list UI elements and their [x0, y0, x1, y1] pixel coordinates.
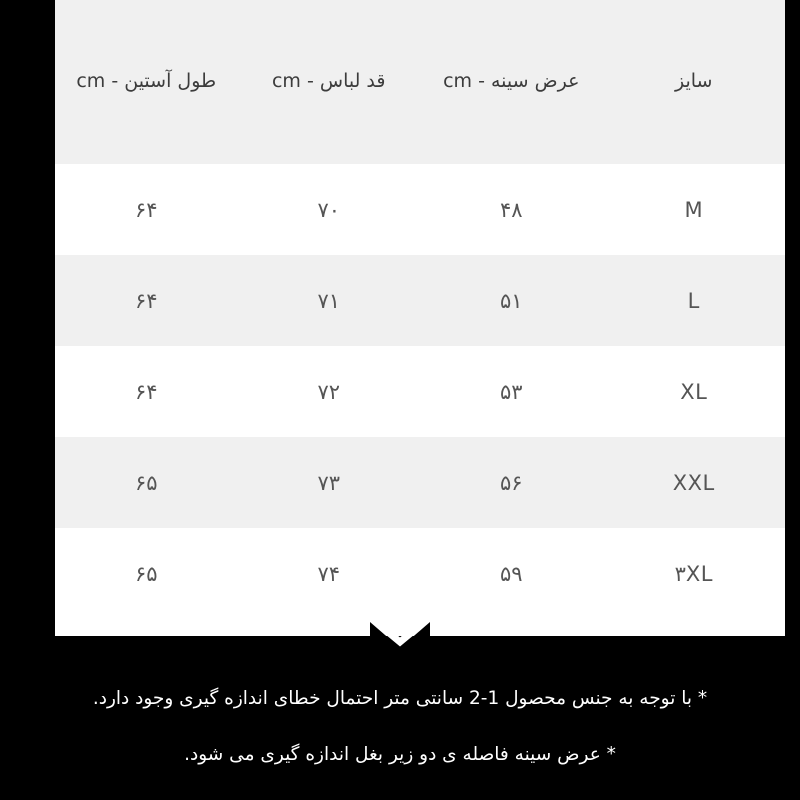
- cell-size: XL: [603, 346, 786, 437]
- cell-size: ۳XL: [603, 528, 786, 619]
- cell-size: M: [603, 164, 786, 255]
- cell-length: ۷۲: [238, 346, 421, 437]
- cell-chest: ۵۶: [420, 437, 603, 528]
- cell-length: ۷۳: [238, 437, 421, 528]
- cell-sleeve: ۶۴: [55, 346, 238, 437]
- column-header-size: سایز: [603, 0, 786, 164]
- cell-size: L: [603, 255, 786, 346]
- table-row: [55, 164, 785, 255]
- cell-chest: ۴۸: [420, 164, 603, 255]
- cell-size: XXL: [603, 437, 786, 528]
- table-row: [55, 346, 785, 437]
- cell-chest: ۵۳: [420, 346, 603, 437]
- table-row: [55, 255, 785, 346]
- cell-length: ۷۱: [238, 255, 421, 346]
- note-line-measurement-tolerance: * با توجه به جنس محصول 1-2 سانتی متر احتمال خطای اندازه گیری وجود دارد.: [92, 688, 708, 709]
- note-line-chest-measurement: * عرض سینه فاصله ی دو زیر بغل اندازه گیری می شود.: [184, 743, 616, 765]
- cell-length: ۷۴: [238, 528, 421, 619]
- cell-sleeve: ۶۴: [55, 164, 238, 255]
- table-header-row: [55, 0, 785, 164]
- notes-band: [0, 636, 800, 800]
- cell-sleeve: ۶۵: [55, 528, 238, 619]
- table-row: [55, 528, 785, 619]
- column-header-chest-width: عرض سینه - cm: [420, 0, 603, 164]
- size-table-body: [55, 164, 785, 619]
- cell-chest: ۵۱: [420, 255, 603, 346]
- chevron-down-icon: [370, 622, 430, 652]
- size-table-head: [55, 0, 785, 164]
- cell-chest: ۵۹: [420, 528, 603, 619]
- table-row: [55, 437, 785, 528]
- size-table: [55, 0, 785, 619]
- cell-sleeve: ۶۵: [55, 437, 238, 528]
- cell-length: ۷۰: [238, 164, 421, 255]
- cell-sleeve: ۶۴: [55, 255, 238, 346]
- column-header-garment-length: قد لباس - cm: [238, 0, 421, 164]
- column-header-sleeve-length: طول آستین - cm: [55, 0, 238, 164]
- size-table-card: [55, 0, 785, 636]
